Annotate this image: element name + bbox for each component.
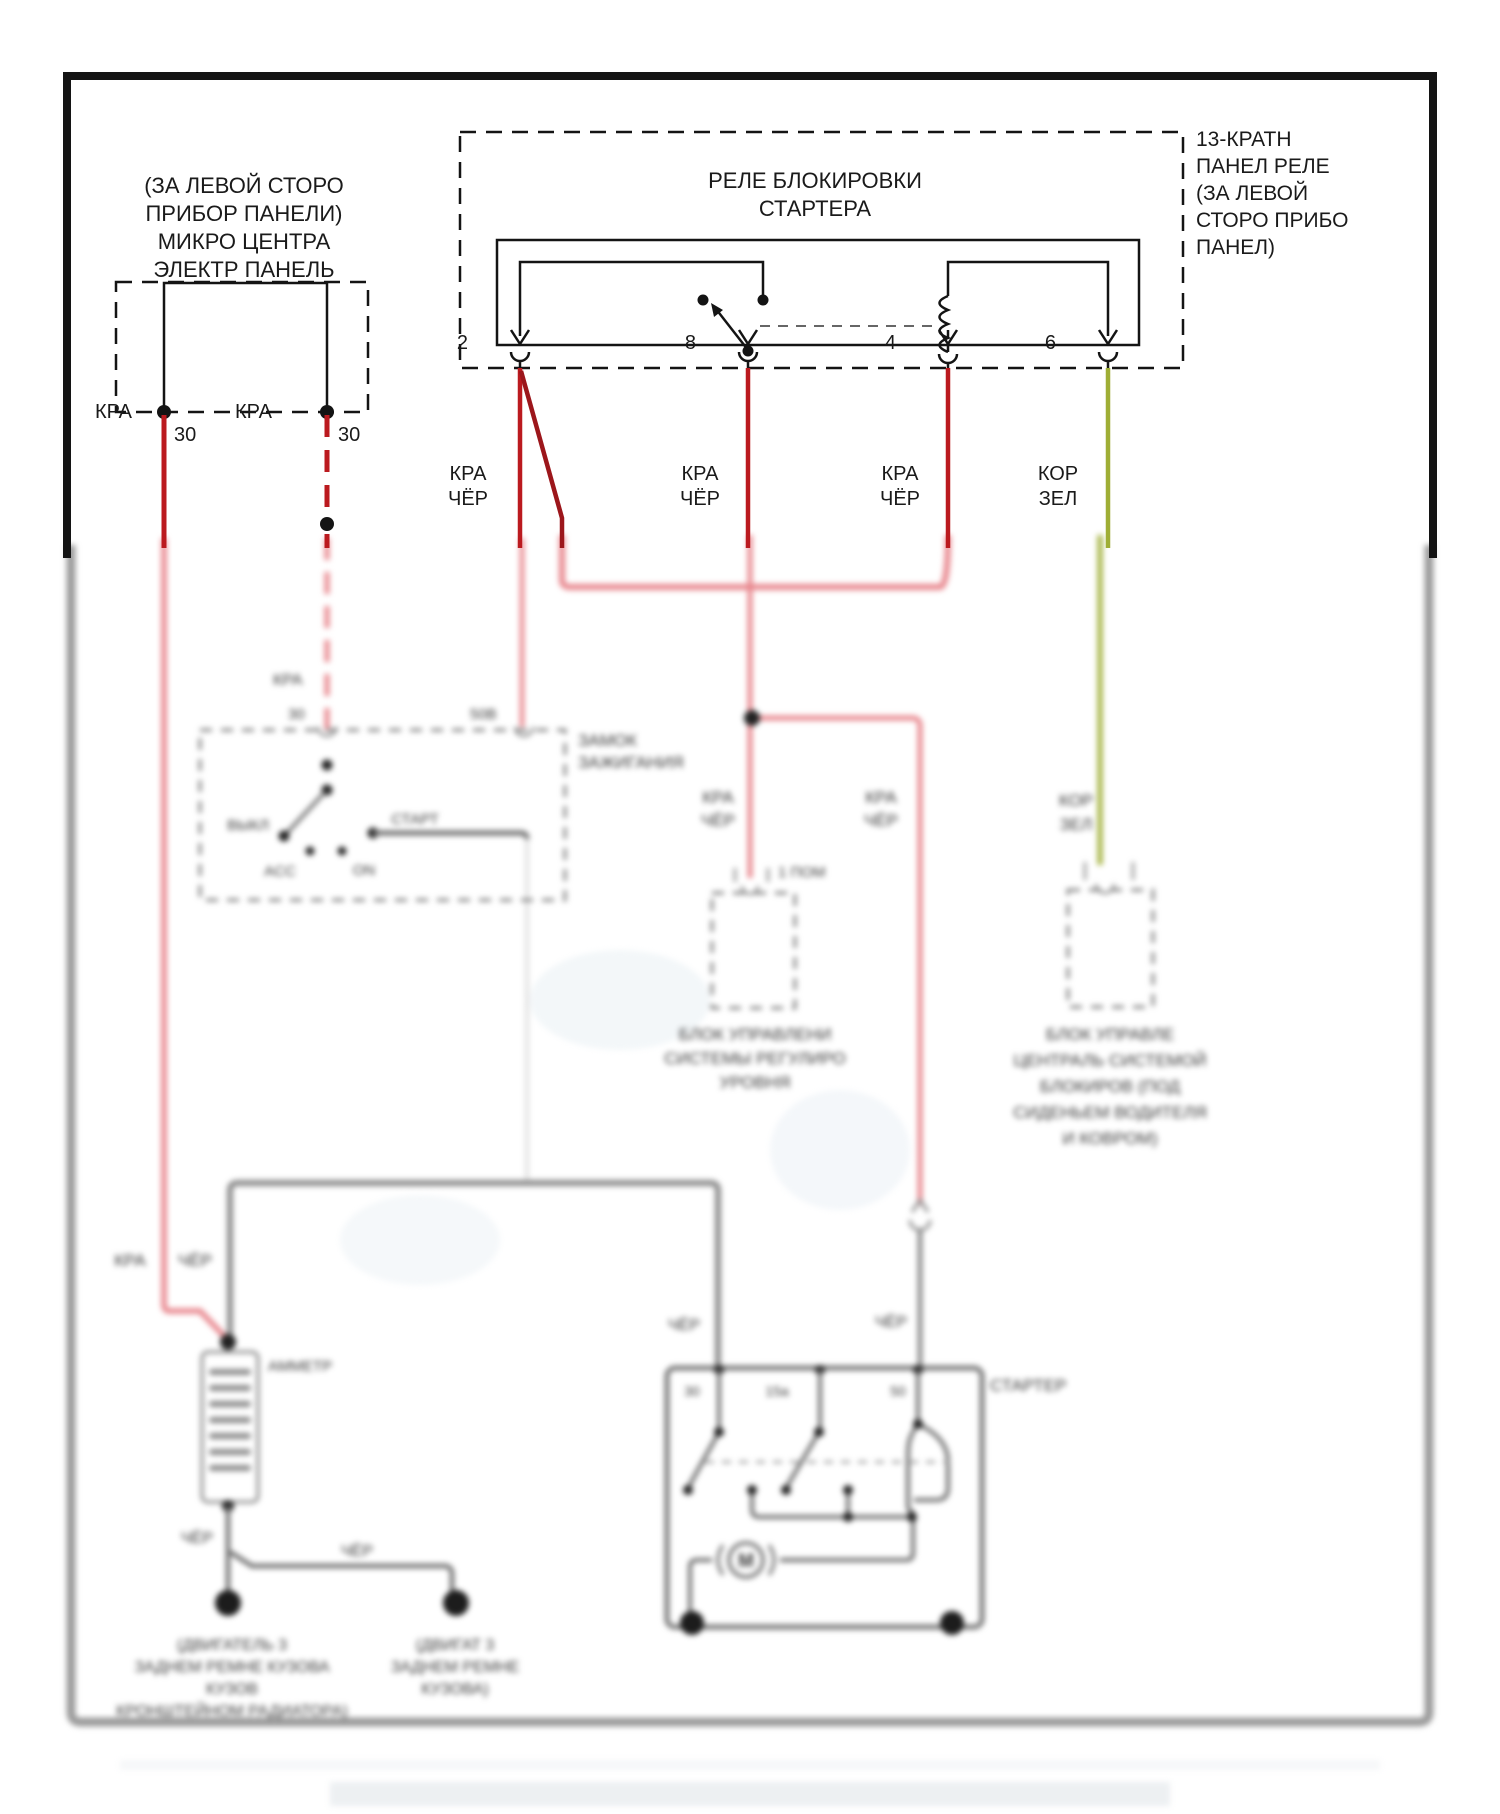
ground-left-line1: (ДВИГАТЕЛЬ 3 (176, 1637, 288, 1654)
feed-label-chyor: ЧЁР (177, 1251, 213, 1270)
branch-ground-label: ЧЁР (340, 1543, 374, 1560)
lock-module-name-1: БЛОК УПРАВЛЕ (1045, 1025, 1175, 1044)
panel-terminal-right-label: 30 (338, 424, 361, 446)
relay-nc-contact-dot (698, 295, 709, 306)
ground-left-line2: ЗАДНЕМ РЕМНЕ КУЗОВА (134, 1659, 330, 1676)
pin6-label-2: ЗЕЛ (1038, 488, 1078, 510)
fuse-wire-label-2: ЧЁР (700, 811, 736, 830)
fuse-wire-label-1: КРА (702, 788, 734, 807)
ignition-pos-start: СТАРТ (391, 811, 439, 828)
pin8-label-1: КРА (681, 463, 719, 485)
green-wire-label-2: ЗЕЛ (1059, 815, 1093, 834)
level-module-name-2: СИСТЕМЫ РЕГУЛИРО (664, 1049, 846, 1068)
relay-arm-pivot-dot (743, 346, 754, 357)
kra-dashed-splice-dot (320, 517, 334, 531)
starter-wire-label-2: ЧЁР (874, 1314, 908, 1331)
panel-title-line4: ЭЛЕКТР ПАНЕЛЬ (153, 257, 335, 282)
ground-right-line3: КУЗОВА) (421, 1681, 489, 1698)
starter-name: СТАРТЕР (990, 1376, 1067, 1395)
ground-right-line2: ЗАДНЕМ РЕМНЕ (390, 1659, 520, 1676)
ground-left-line3: КУЗОВ (206, 1681, 258, 1698)
green-wire-label-1: КОР (1058, 791, 1094, 810)
panel-bus-bar (164, 283, 327, 412)
pin6-label-1: КОР (1037, 463, 1079, 485)
relay-title-line1: РЕЛЕ БЛОКИРОВКИ (708, 168, 922, 193)
relay-pin-6: 6 (1044, 332, 1056, 354)
pin4-label-2: ЧЁР (879, 488, 921, 510)
relay-pin-symbols (511, 330, 1117, 368)
relay-wire-labels (448, 463, 1078, 510)
lock-module-name-4: СИДЕНЬЕМ ВОДИТЕЛЯ (1013, 1103, 1207, 1122)
pin4-label-1: КРА (881, 463, 919, 485)
starter-motor-label: M (738, 1551, 754, 1572)
lock-module-name-2: ЦЕНТРАЛЬ СИСТЕМОЙ (1013, 1051, 1207, 1070)
micro-center-panel (95, 173, 368, 548)
lock-module-name-5: И КОВРОМ) (1062, 1129, 1158, 1148)
ignition-name-line1: ЗАМОК (578, 731, 637, 750)
level-module-name-3: УРОВНЯ (719, 1073, 791, 1092)
feed-label-kra: КРА (114, 1251, 146, 1270)
level-module-name-1: БЛОК УПРАВЛЕНИ (678, 1025, 832, 1044)
relay-pin-2: 2 (456, 332, 468, 354)
relay-output-wires (520, 368, 1108, 548)
lock-module-name-3: БЛОКИРОВ (ПОД (1039, 1077, 1181, 1096)
branch-wire-label-1: КРА (865, 788, 897, 807)
ignition-wire-color-label: КРА (273, 672, 303, 689)
ground-right-line1: (ДВИГАТ 3 (415, 1637, 495, 1654)
starter-terminal-15a: 15а (765, 1383, 789, 1399)
branch-wire-label-2: ЧЁР (863, 811, 899, 830)
starter-terminal-30: 30 (684, 1383, 700, 1399)
ignition-name-line2: ЗАЖИГАНИЯ (578, 753, 684, 772)
ammeter-label: АММЕТР (268, 1358, 333, 1375)
panel-title-line3: МИКРО ЦЕНТРА (157, 229, 331, 254)
ground-left-line4: КРОНШТЕЙНОМ РАДИАТОРА) (116, 1703, 348, 1720)
starter-lockout-relay (457, 128, 1349, 368)
pin2-label-2: ЧЁР (447, 488, 489, 510)
relay-note-line3: (ЗА ЛЕВОЙ (1196, 182, 1309, 205)
panel-title-line1: (ЗА ЛЕВОЙ СТОРО (144, 173, 344, 198)
panel-dashed-box (116, 282, 368, 412)
starter-wire-label-1: ЧЁР (667, 1317, 701, 1334)
level-module-pin-label: 1 ПОМ (778, 864, 826, 881)
ignition-pos-acc: ACC (264, 863, 296, 880)
ignition-terminal-right-label: 50В (470, 706, 497, 723)
pin8-label-2: ЧЁР (679, 488, 721, 510)
panel-wire-right-label: КРА (235, 401, 272, 423)
ignition-pos-off: ВЫКЛ (227, 817, 269, 834)
relay-coil-top-wire (948, 262, 1108, 330)
pin2-label-1: КРА (449, 463, 487, 485)
panel-terminal-left-label: 30 (174, 424, 197, 446)
pin2-branch-wire (521, 371, 562, 548)
ammeter-out-label: ЧЁР (180, 1530, 214, 1547)
relay-contact-wire (520, 262, 763, 330)
panel-title-line2: ПРИБОР ПАНЕЛИ) (145, 201, 343, 226)
relay-pin-4: 4 (884, 332, 896, 354)
relay-note-line4: СТОРО ПРИБО (1196, 209, 1349, 232)
relay-note-line1: 13-КРАТН (1196, 128, 1292, 151)
ignition-pos-on: ON (352, 862, 376, 879)
starter-terminal-50: 50 (890, 1383, 906, 1399)
relay-pin-8: 8 (684, 332, 696, 354)
relay-title-line2: СТАРТЕРА (758, 196, 872, 221)
ignition-terminal-left-label: 30 (288, 706, 305, 723)
relay-note-line5: ПАНЕЛ) (1196, 236, 1276, 259)
relay-note-line2: ПАНЕЛ РЕЛЕ (1196, 155, 1330, 178)
panel-wire-left-label: КРА (95, 401, 132, 423)
relay-inner-box (497, 240, 1139, 345)
relay-no-contact-dot (758, 295, 769, 306)
